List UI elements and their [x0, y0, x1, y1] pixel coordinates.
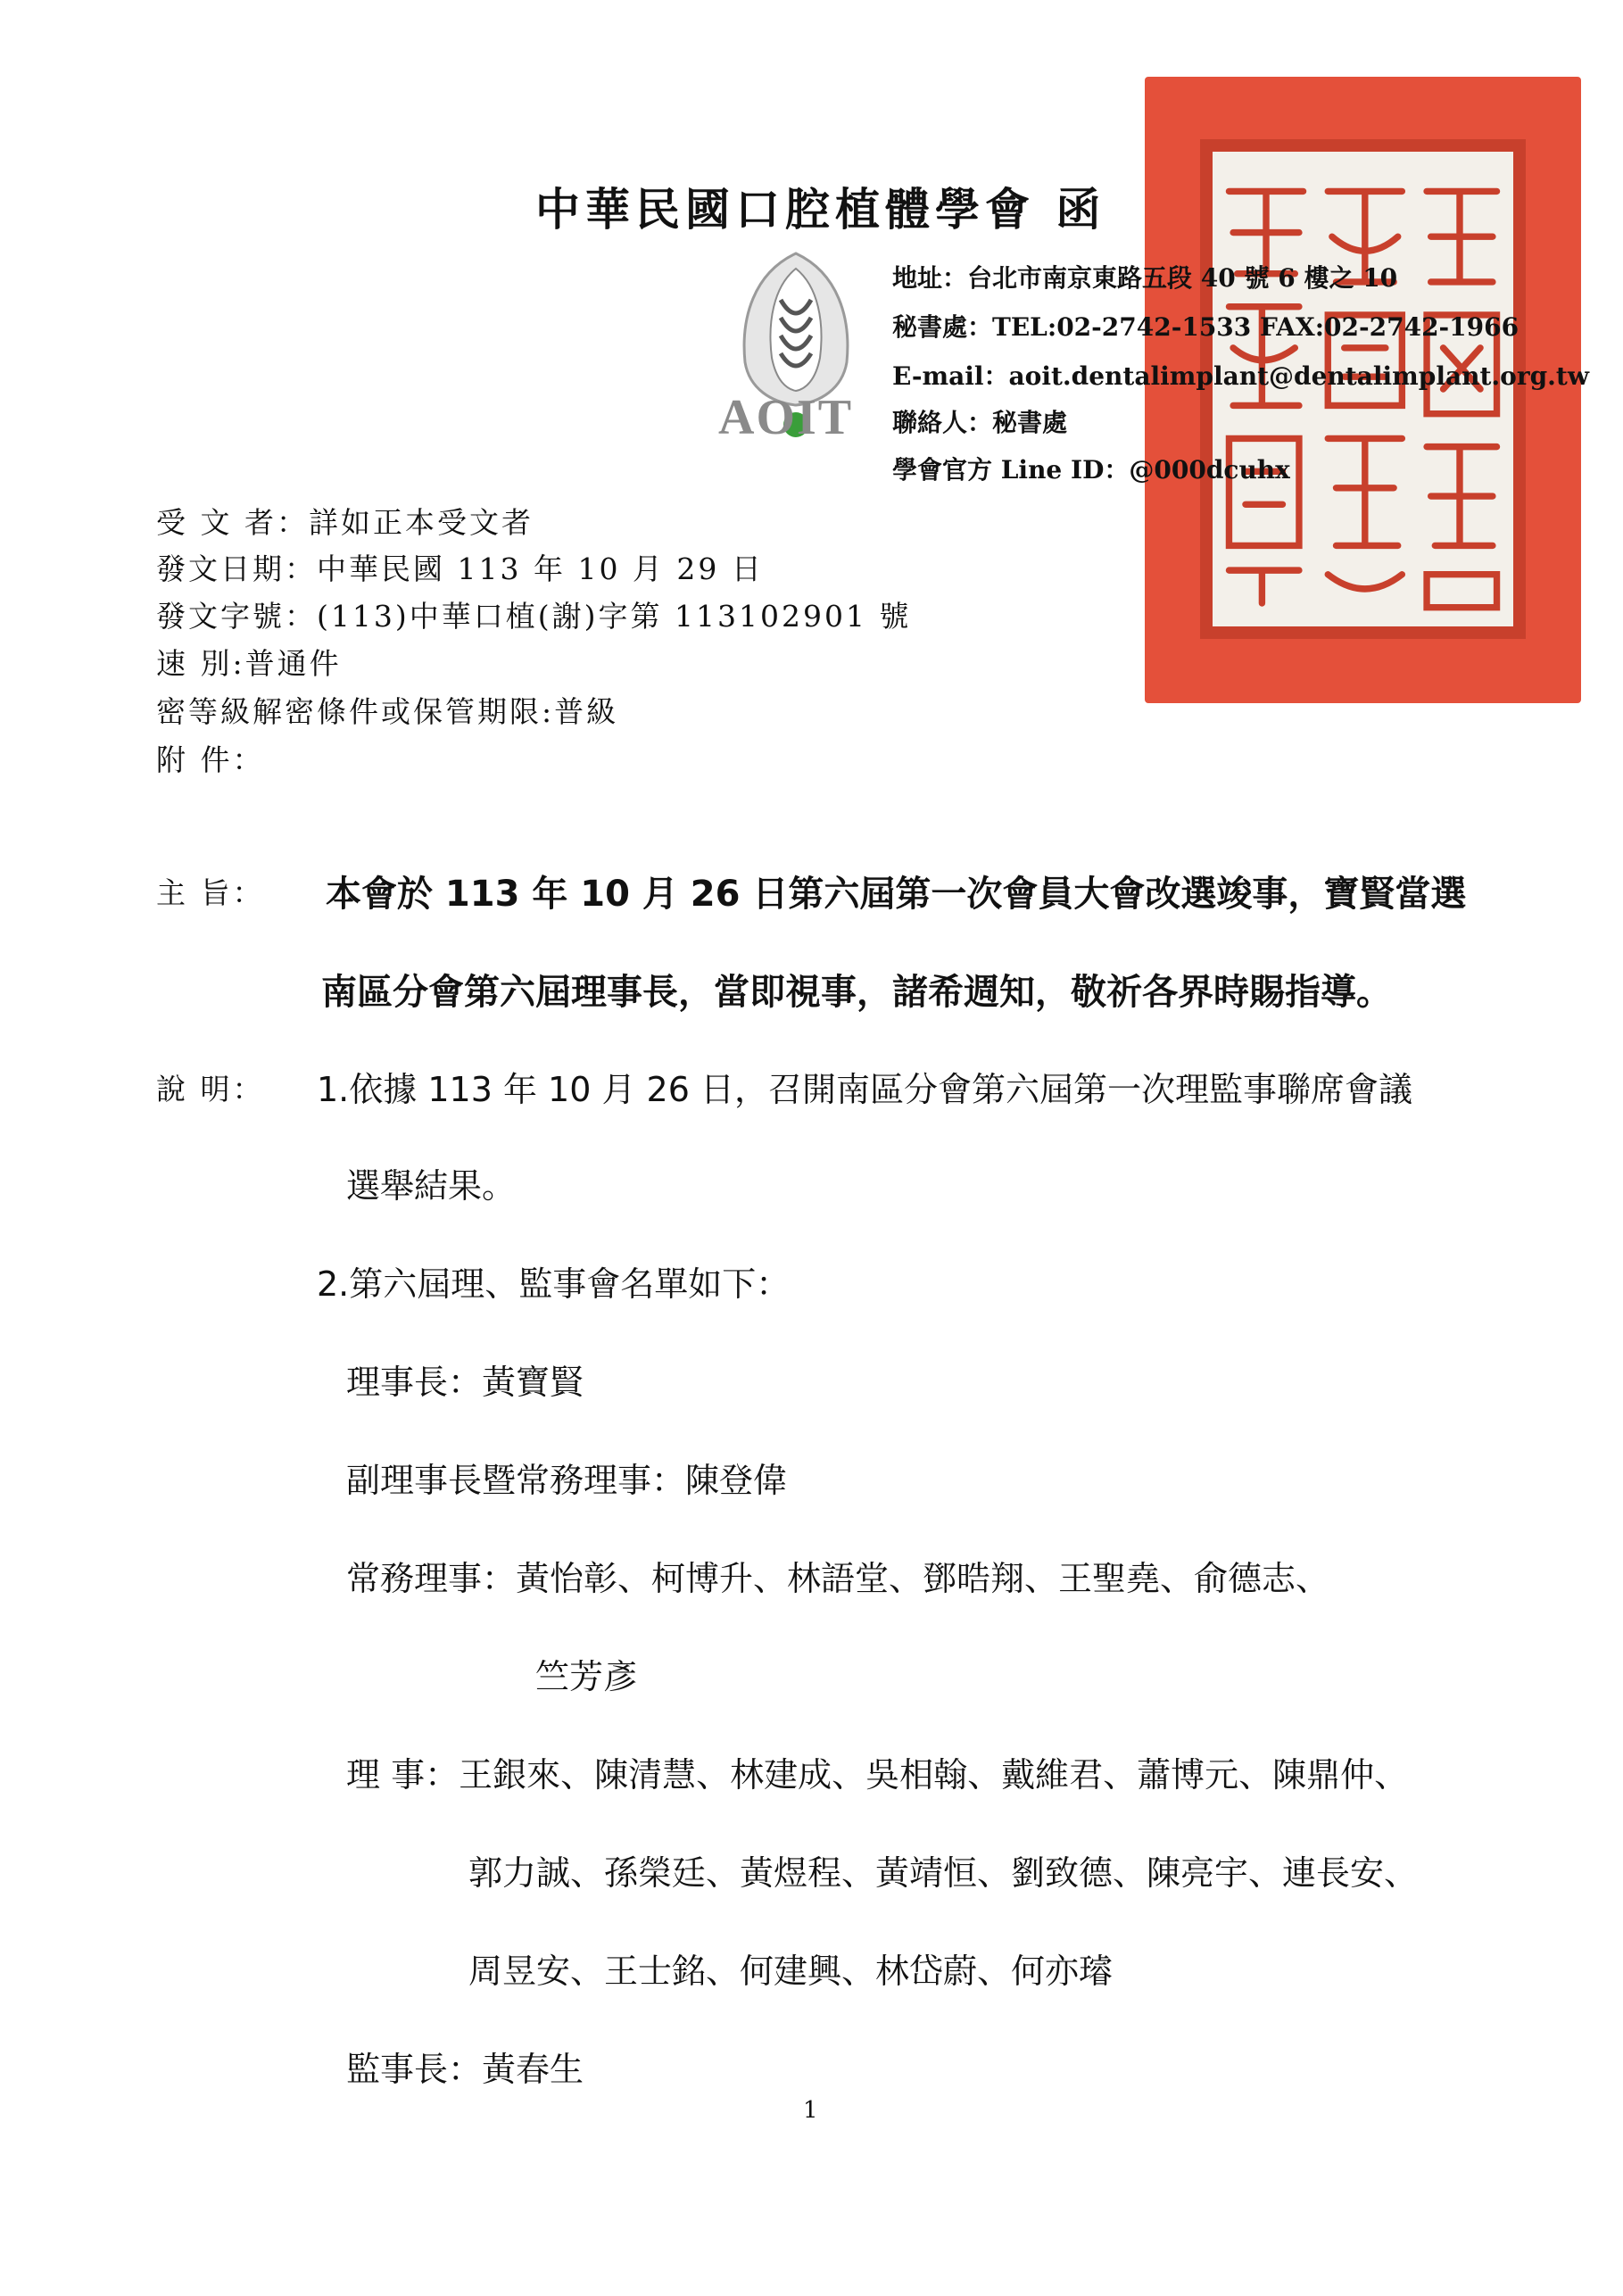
directors-line-2: 郭力誠、孫榮廷、黃煜程、黃靖恒、劉致德、陳亮宇、連長安、 [468, 1853, 1419, 1893]
explanation-label: 說 明： [156, 1072, 265, 1107]
supervisor-chief: 監事長：黃春生 [346, 2050, 584, 2089]
email: E-mail：aoit.dentalimplant@dentalimplant.org.tw [892, 361, 1589, 391]
doc-number: 發文字號：(113)中華口植(謝)字第 113102901 號 [156, 599, 912, 634]
aoit-logo [718, 246, 874, 443]
explanation-item-1-line-2: 選舉結果。 [346, 1166, 517, 1206]
chairman: 理事長：黃寶賢 [346, 1363, 584, 1402]
subject-label: 主 旨： [156, 875, 265, 910]
secretariat-phone: 秘書處：TEL:02-2742-1533 FAX:02-2742-1966 [892, 312, 1519, 342]
standing-directors-line-1: 常務理事：黃怡彰、柯博升、林語堂、鄧晧翔、王聖堯、俞德志、 [346, 1559, 1330, 1598]
explanation-item-1-line-1: 1.依據 113 年 10 月 26 日，召開南區分會第六屆第一次理監事聯席會議 [317, 1070, 1412, 1109]
address: 地址：台北市南京東路五段 40 號 6 樓之 10 [892, 263, 1398, 293]
subject-line-2: 南區分會第六屆理事長，當即視事，諸希週知，敬祈各界時賜指導。 [321, 972, 1392, 1013]
standing-directors-line-2: 竺芳彥 [535, 1657, 638, 1696]
attachment: 附 件： [156, 742, 265, 777]
document-title: 中華民國口腔植體學會 函 [535, 183, 1106, 236]
subject-line-1: 本會於 113 年 10 月 26 日第六屆第一次會員大會改選竣事，寶賢當選 [326, 874, 1467, 915]
page-number: 1 [803, 2097, 818, 2124]
directors-line-1: 理 事：王銀來、陳清慧、林建成、吳相翰、戴維君、蕭博元、陳鼎仲、 [346, 1755, 1409, 1795]
recipient: 受 文 者：詳如正本受文者 [156, 505, 534, 540]
vice-chairman: 副理事長暨常務理事：陳登偉 [346, 1461, 788, 1500]
speed: 速 別:普通件 [156, 646, 342, 681]
directors-line-3: 周昱安、王士銘、何建興、林岱蔚、何亦璿 [468, 1952, 1114, 1991]
issue-date: 發文日期：中華民國 113 年 10 月 29 日 [156, 551, 764, 586]
logo-text: AOIT [718, 390, 854, 445]
explanation-item-2: 2.第六屆理、監事會名單如下： [317, 1264, 791, 1304]
line-id: 學會官方 Line ID：@000dcuhx [892, 455, 1290, 485]
contact-person: 聯絡人：秘書處 [892, 408, 1068, 437]
classification: 密等級解密條件或保管期限:普級 [156, 694, 619, 729]
